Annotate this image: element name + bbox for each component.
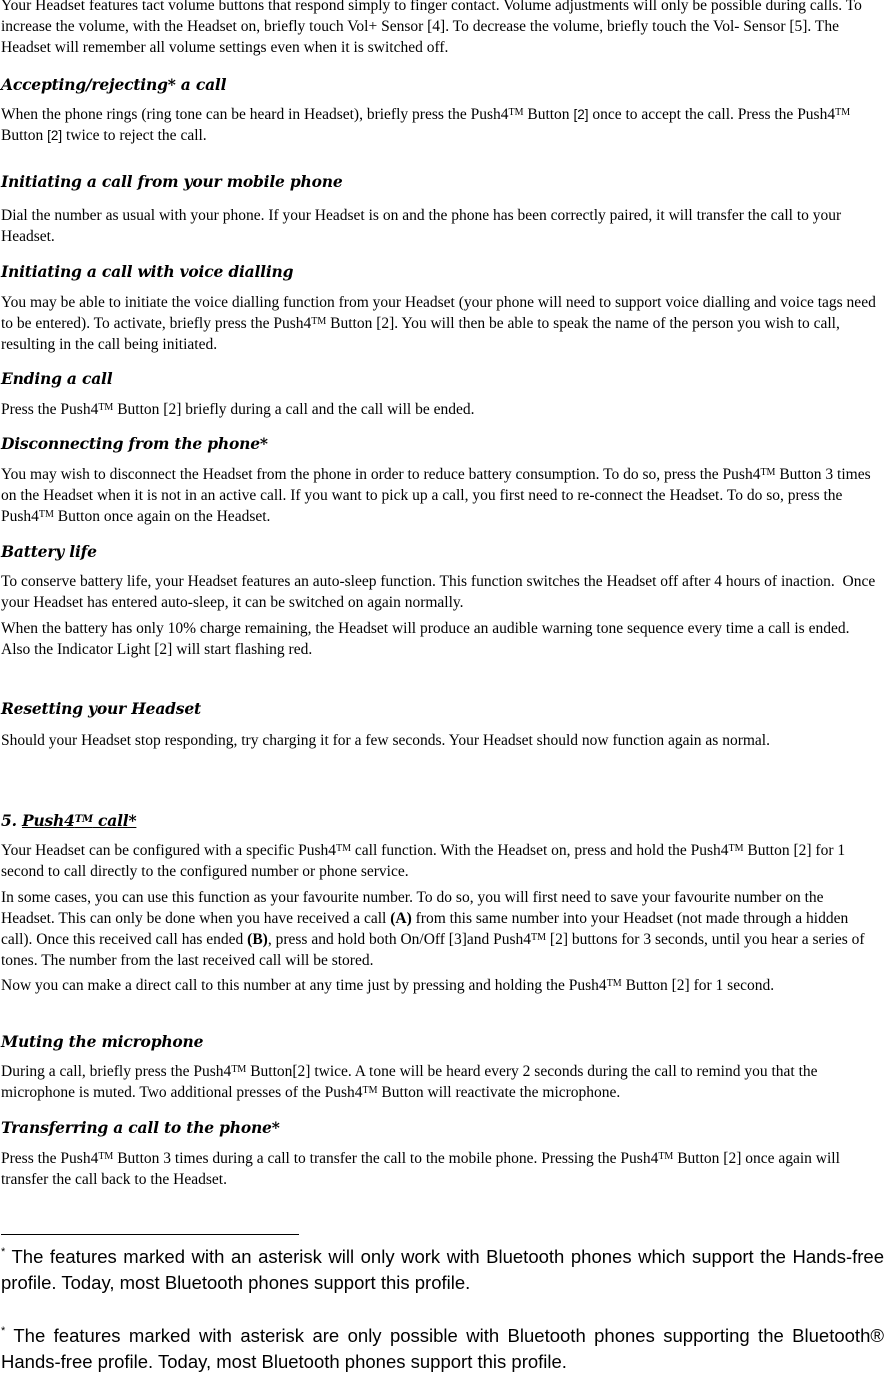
body-paragraph: Now you can make a direct call to this number at any time just by pressing and holding the Push4™ Button [2] for 1 second. <box>1 977 775 994</box>
body-paragraph: To conserve battery life, your Headset features an auto-sleep function. This function switches the Headset off after 4 hours of inaction. Once your Headset has entered auto-sleep, it can be switched on again normally. <box>1 573 876 611</box>
section-heading: Transferring a call to the phone* <box>1 1118 280 1137</box>
body-paragraph: You may be able to initiate the voice dialling function from your Headset (your phone will need to support voice dialling and voice tags need to be entered). To activate, briefly press the Push4™ Button [2]. You will then be able to speak the name of the person you wish to call, resulting in the call being initiated. <box>1 294 876 353</box>
body-paragraph: Your Headset can be configured with a specific Push4™ call function. With the Headset on, press and hold the Push4™ Button [2] for 1 second to call directly to the configured number or phone service. <box>1 842 846 880</box>
body-paragraph: When the battery has only 10% charge remaining, the Headset will produce an audible warning tone sequence every time a call is ended. Also the Indicator Light [2] will start flashing red. <box>1 620 850 658</box>
chapter-heading: 5. Push4™ call* <box>1 811 137 830</box>
section-heading: Initiating a call with voice dialling <box>1 262 294 281</box>
section-heading: Muting the microphone <box>1 1032 204 1051</box>
footnote-mark: * <box>1 1246 6 1258</box>
body-paragraph: You may wish to disconnect the Headset from the phone in order to reduce battery consumption. To do so, press the Push4™ Button 3 times on the Headset when it is not in an active call. If you want to pick up a call, you first need to re-connect the Headset. To do so, press the Push4™ Button once again on the Headset. <box>1 466 871 525</box>
body-paragraph: In some cases, you can use this function as your favourite number. To do so, you will first need to save your favourite number on the Headset. This can only be done when you have received a call (A) from this same number into your Headset (not made through a hidden call). Once this received call has ended (B), press and hold both On/Off [3]and Push4™ [2] buttons for 3 seconds, until you hear a series of tones. The number from the last received call will be stored. <box>1 889 865 969</box>
body-paragraph: Your Headset features tact volume buttons that respond simply to finger contact. Volume adjustments will only be possible during calls. To increase the volume, with the Headset on, briefly touch Vol+ Sensor [4]. To decrease the volume, briefly touch the Vol- Sensor [5]. The Headset will remember all volume settings even when it is switched off. <box>1 0 862 56</box>
section-heading: Initiating a call from your mobile phone <box>1 172 343 191</box>
body-paragraph: Should your Headset stop responding, try charging it for a few seconds. Your Headset should now function again as normal. <box>1 732 770 749</box>
section-heading: Battery life <box>1 542 97 561</box>
body-paragraph: Press the Push4™ Button [2] briefly during a call and the call will be ended. <box>1 401 475 418</box>
section-heading: Resetting your Headset <box>1 699 201 718</box>
footnote-mark: * <box>1 1325 6 1337</box>
body-paragraph: Dial the number as usual with your phone. If your Headset is on and the phone has been correctly paired, it will transfer the call to your Headset. <box>1 207 842 245</box>
section-heading: Ending a call <box>1 369 113 388</box>
footnote <box>1 1323 884 1375</box>
body-paragraph: During a call, briefly press the Push4™ Button[2] twice. A tone will be heard every 2 seconds during the call to remind you that the microphone is muted. Two additional presses of the Push4™ Button will reactivate the microphone. <box>1 1063 818 1101</box>
footnote-separator <box>1 1234 299 1235</box>
footnote-text: The features marked with an asterisk will only work with Bluetooth phones which support the Hands-free profile. Today, most Bluetooth phones support this profile. <box>1 1246 884 1293</box>
footnote <box>1 1244 884 1296</box>
section-heading: Accepting/rejecting* a call <box>1 75 227 94</box>
body-paragraph: When the phone rings (ring tone can be heard in Headset), briefly press the Push4™ Button [2] once to accept the call. Press the Push4™ Button [2] twice to reject the call. <box>1 106 851 144</box>
section-heading: Disconnecting from the phone* <box>1 434 268 453</box>
body-paragraph: Press the Push4™ Button 3 times during a call to transfer the call to the mobile phone. Pressing the Push4™ Button [2] once again will transfer the call back to the Headset. <box>1 1150 840 1188</box>
footnote-text: The features marked with asterisk are only possible with Bluetooth phones supporting the Bluetooth® Hands-free profile. Today, most Bluetooth phones support this profile. <box>1 1325 884 1372</box>
